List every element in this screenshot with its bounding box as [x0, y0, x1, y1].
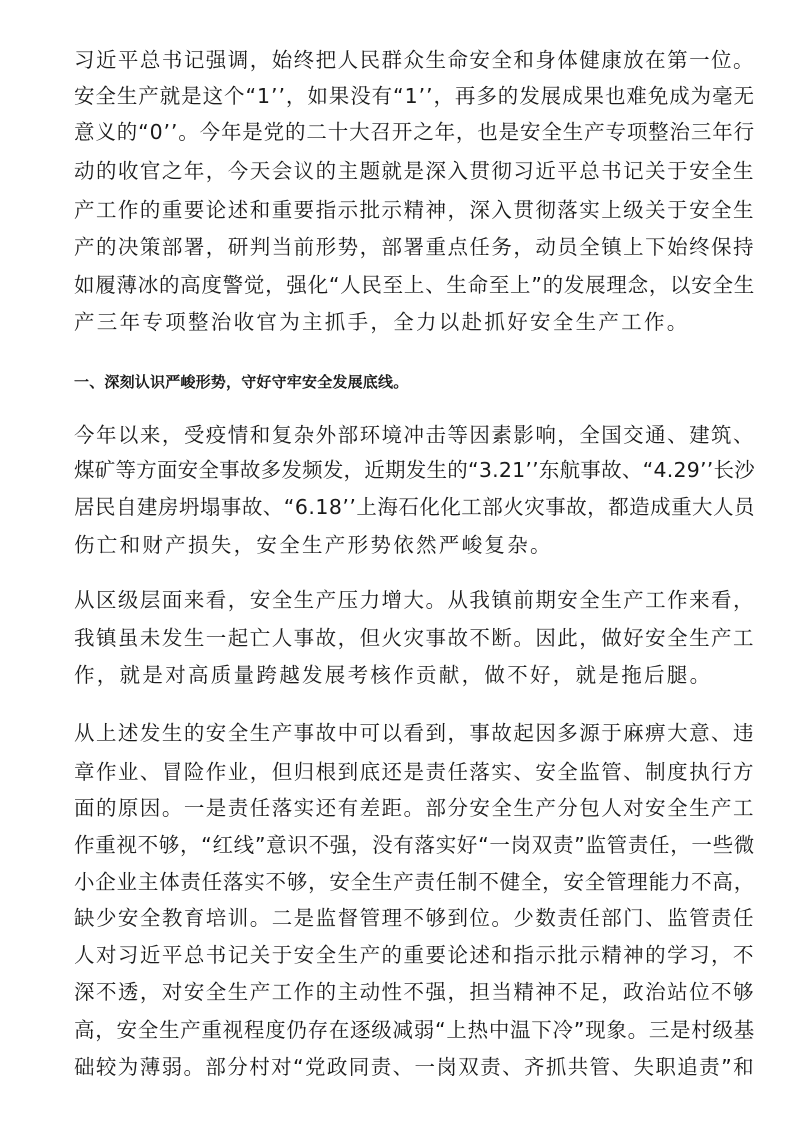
text-line: 安全生产就是这个“1’’，如果没有“1’’，再多的发展成果也难免成为毫无 — [74, 84, 755, 108]
text-line: 作重视不够，“红线”意识不强，没有落实好“一岗双责”监管责任，一些微 — [74, 833, 755, 857]
section-heading: 一、深刻认识严峻形势，守好守牢安全发展底线。 — [74, 373, 409, 391]
text-line: 从区级层面来看，安全生产压力增大。从我镇前期安全生产工作来看， — [74, 588, 755, 612]
text-line: 习近平总书记强调，始终把人民群众生命安全和身体健康放在第一位。 — [74, 48, 755, 72]
text-line: 高，安全生产重视程度仍存在逐级减弱“上热中温下冷”现象。三是村级基 — [74, 1018, 755, 1042]
text-line: 从上述发生的安全生产事故中可以看到，事故起因多源于麻痹大意、违 — [74, 721, 755, 745]
text-line: 如履薄冰的高度警觉，强化“人民至上、生命至上”的发展理念，以安全生 — [74, 273, 755, 297]
text-line: 今年以来，受疫情和复杂外部环境冲击等因素影响，全国交通、建筑、 — [74, 423, 755, 447]
text-line: 居民自建房坍塌事故、“6.18’’上海石化化工部火灾事故，都造成重大人员 — [74, 495, 755, 519]
text-line: 章作业、冒险作业，但归根到底还是责任落实、安全监管、制度执行方 — [74, 760, 755, 784]
text-line: 动的收官之年，今天会议的主题就是深入贯彻习近平总书记关于安全生 — [74, 159, 755, 183]
text-line: 产三年专项整治收官为主抓手，全力以赴抓好安全生产工作。 — [74, 310, 690, 334]
text-line: 人对习近平总书记关于安全生产的重要论述和指示批示精神的学习，不 — [74, 943, 755, 967]
text-line: 意义的“0’’。今年是党的二十大召开之年，也是安全生产专项整治三年行 — [74, 120, 755, 144]
text-line: 深不透，对安全生产工作的主动性不强，担当精神不足，政治站位不够 — [74, 980, 755, 1004]
text-line: 础较为薄弱。部分村对“党政同责、一岗双责、齐抓共管、失职追责”和 — [74, 1055, 755, 1079]
text-line: 面的原因。一是责任落实还有差距。部分安全生产分包人对安全生产工 — [74, 796, 755, 820]
text-line: 小企业主体责任落实不够，安全生产责任制不健全，安全管理能力不高， — [74, 870, 755, 894]
text-line: 我镇虽未发生一起亡人事故，但火灾事故不断。因此，做好安全生产工 — [74, 626, 755, 650]
text-line: 产的决策部署，研判当前形势，部署重点任务，动员全镇上下始终保持 — [74, 235, 755, 259]
text-line: 产工作的重要论述和重要指示批示精神，深入贯彻落实上级关于安全生 — [74, 198, 755, 222]
text-line: 缺少安全教育培训。二是监督管理不够到位。少数责任部门、监管责任 — [74, 906, 755, 930]
text-line: 作，就是对高质量跨越发展考核作贡献，做不好，就是拖后腿。 — [74, 663, 713, 687]
text-line: 煤矿等方面安全事故多发频发，近期发生的“3.21’’东航事故、“4.29’’长沙 — [74, 458, 755, 482]
text-line: 伤亡和财产损失，安全生产形势依然严峻复杂。 — [74, 533, 553, 557]
